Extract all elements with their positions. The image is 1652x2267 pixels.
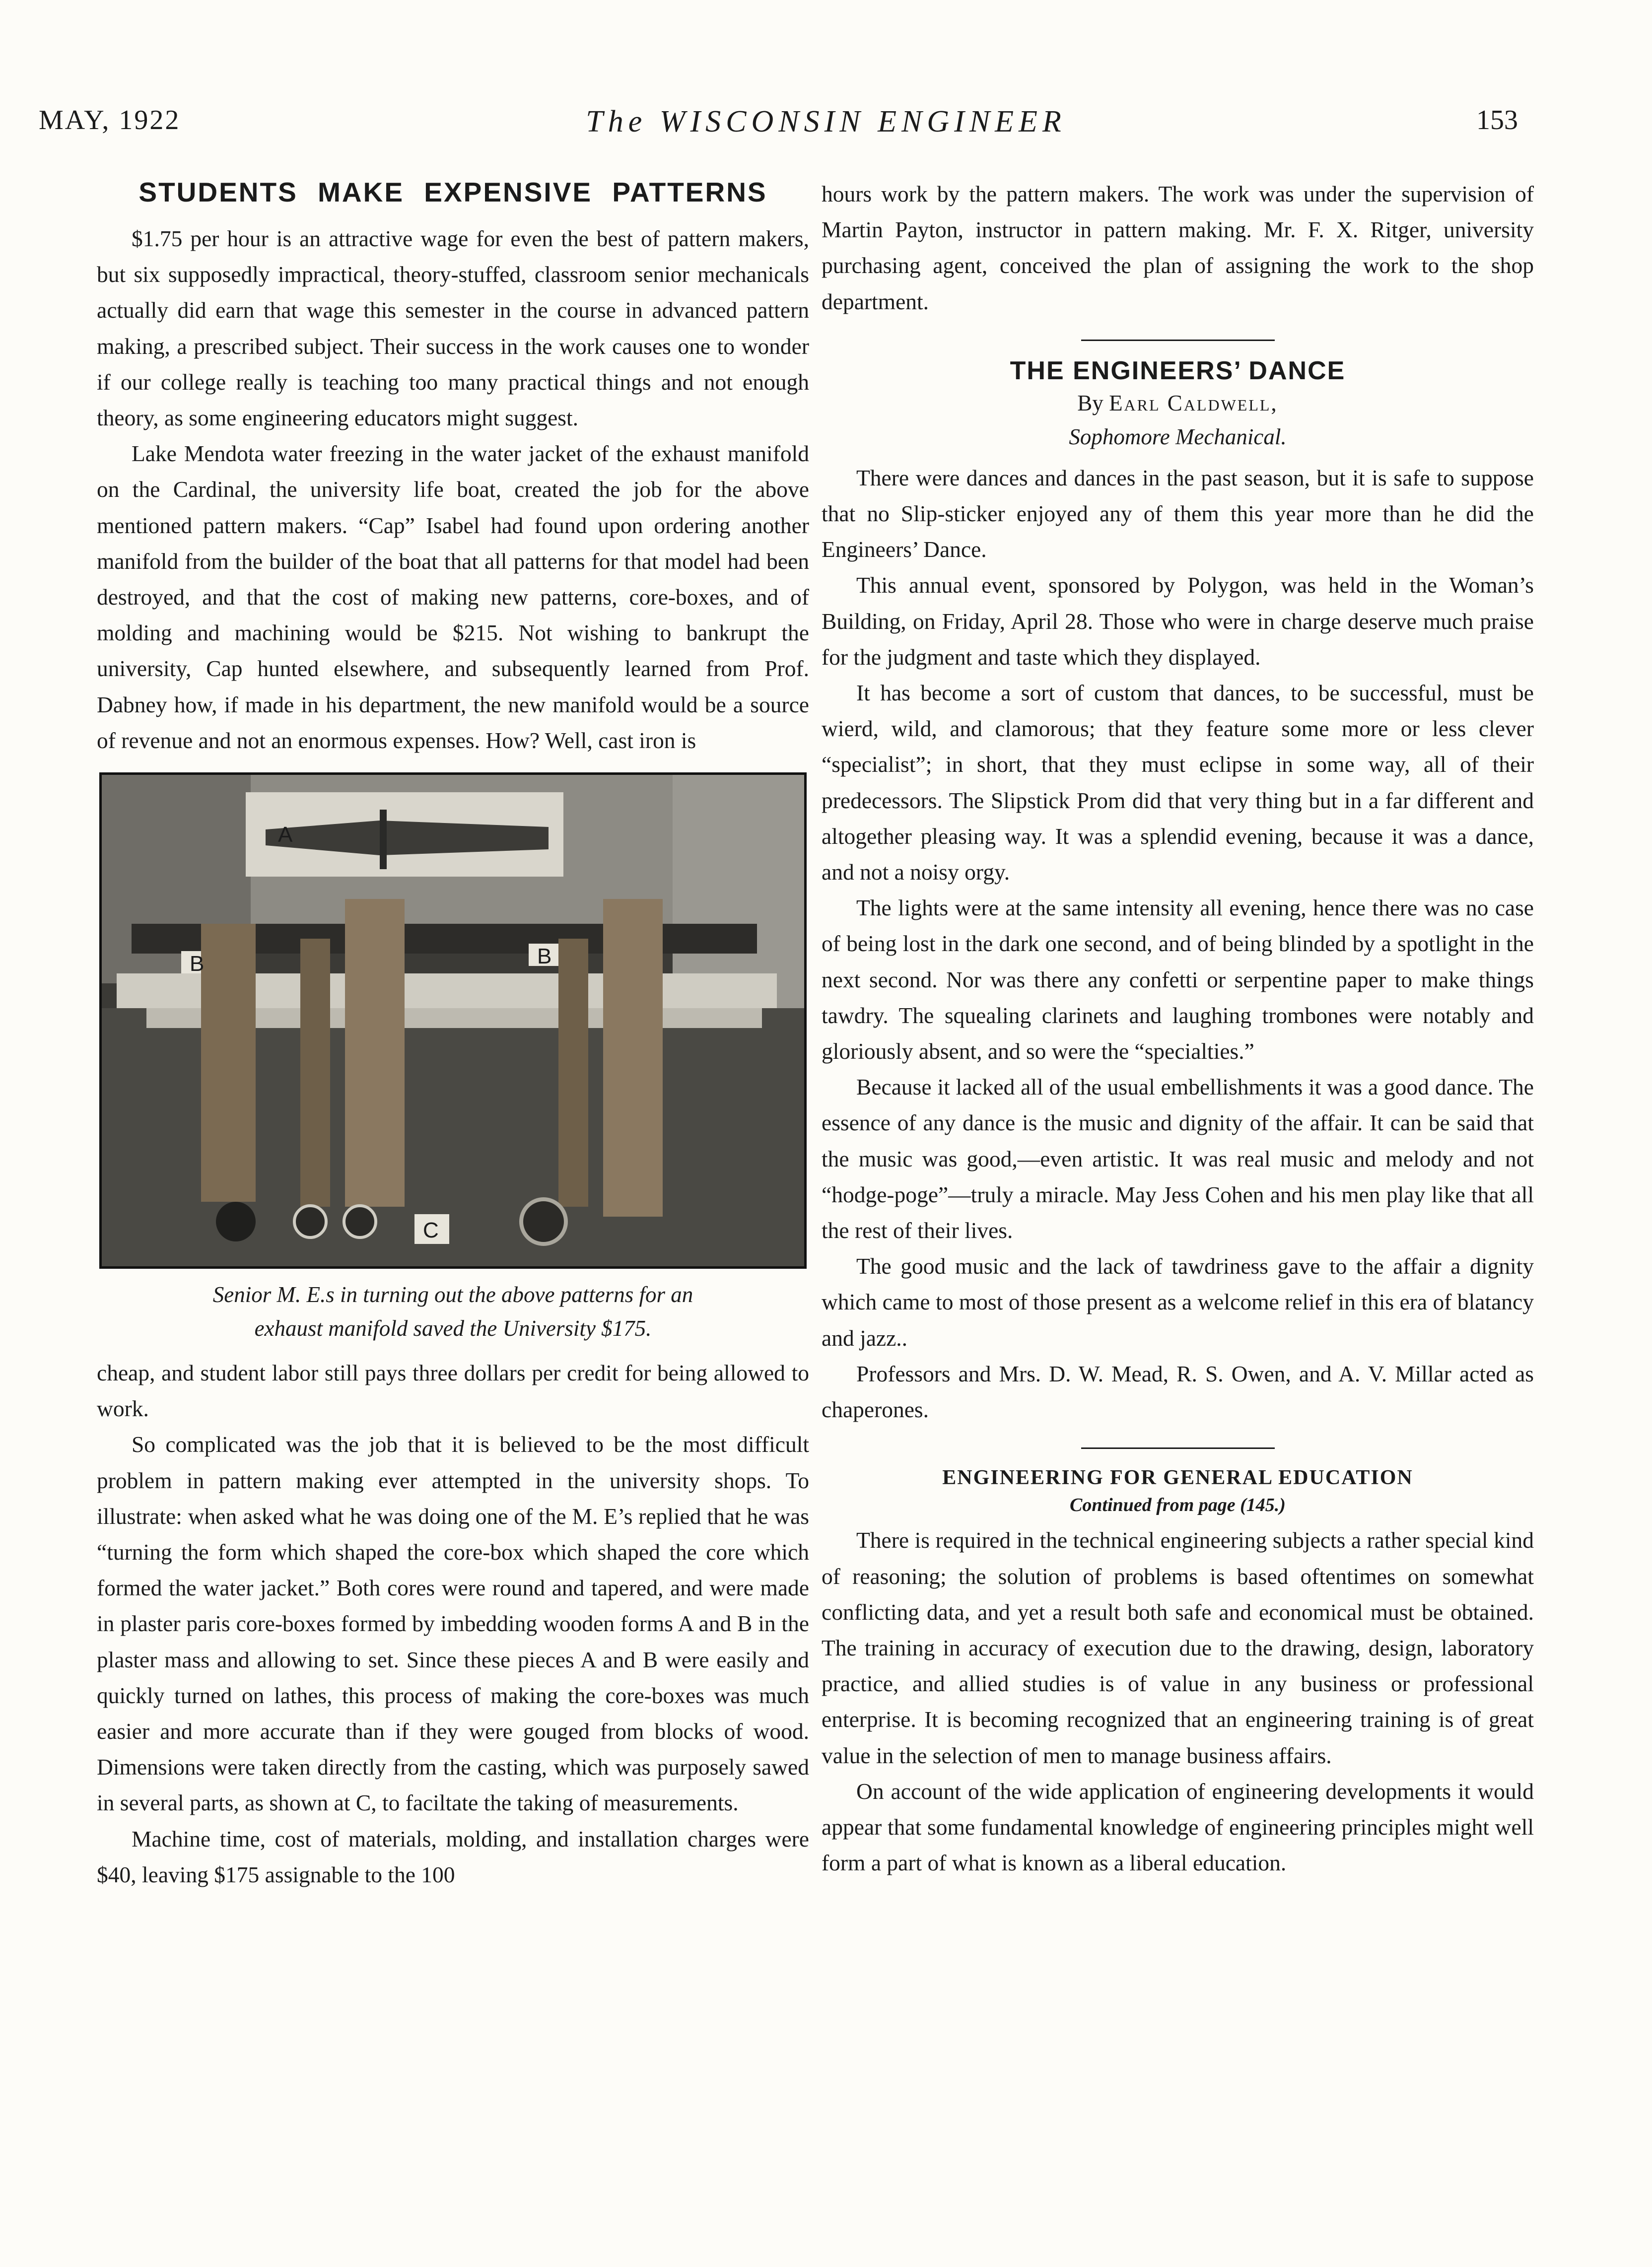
photo-label-b2: B [537, 944, 552, 969]
paragraph: $1.75 per hour is an attractive wage for even the best of pattern makers, but six supposedly impractical, theory-stuffed, classroom senior mechanicals actually did earn that wage this semester in the course in advanced pattern making, a prescribed subject. Their success in the work causes one to wonder if our college really is teaching too many practical things and not enough theory, as some engineering educators might suggest. [97, 226, 809, 431]
paragraph: Professors and Mrs. D. W. Mead, R. S. Owen, and A. V. Millar acted as chaperones. [822, 1361, 1534, 1423]
byline-prefix: By [1077, 390, 1103, 415]
photo-illustration [102, 775, 804, 1266]
paragraph: The lights were at the same intensity all evening, hence there was no case of being lost in the dark one second, and of being blinded by a spotlight in the next second. Nor was there any confetti or serpentine paper to make things tawdry. The squealing clarinets and laughing trombones were notably and gloriously absent, and so were the “specialties.” [822, 895, 1534, 1064]
author-name: Earl Caldwell, [1109, 390, 1278, 415]
byline [822, 386, 1534, 420]
paragraph: cheap, and student labor still pays three dollars per credit for being allowed to work. [97, 1360, 809, 1422]
section-divider [1081, 340, 1275, 341]
paragraph: There were dances and dances in the past season, but it is safe to suppose that no Slip-sticker enjoyed any of them this year more than he did the Engineers’ Dance. [822, 465, 1534, 562]
paragraph: It has become a sort of custom that dances, to be successful, must be wierd, wild, and clamorous; that they feature some more or less clever “specialist”; in short, that they must eclipse in some way, all of their predecessors. The Slipstick Prom did that very thing but in a far different and altogether pleasing way. It was a splendid evening, because it was a dance, and not a noisy orgy. [822, 680, 1534, 885]
paragraph: So complicated was the job that it is believed to be the most difficult problem in pattern making ever attempted in the university shops. To illustrate: when asked what he was doing one of the M. E’s replied that he was “turning the form which shaped the core-box which shaped the core which formed the water jacket.” Both cores were round and tapered, and were made in plaster paris core-boxes formed by imbedding wooden forms A and B in the plaster mass and allowing to set. Since these pieces A and B were easily and quickly turned on lathes, this process of making the core-boxes was much easier and more accurate than if they were gouged from blocks of wood. Dimensions were taken directly from the casting, which was purposely sawed in several parts, as shown at C, to faciltate the taking of measurements. [97, 1432, 809, 1816]
photo-label-a: A [278, 823, 293, 847]
article-title-dance: THE ENGINEERS’ DANCE [1010, 356, 1346, 385]
paragraph: The good music and the lack of tawdriness gave to the affair a dignity which came to most of those present as a welcome relief in this era of blatancy and jazz.. [822, 1253, 1534, 1351]
paragraph: There is required in the technical engineering subjects a rather special kind of reasoning; the solution of problems is based oftentimes on somewhat conflicting data, and yet a result both safe and economical must be obtained. The training in accuracy of execution due to the drawing, design, laboratory practice, and allied studies is of value in any business or professional enterprise. It is becoming recognized that an engineering training is of great value in the selection of men to manage business affairs. [822, 1527, 1534, 1768]
caption-line: Senior M. E.s in turning out the above patterns for an [212, 1282, 693, 1307]
section-divider [1081, 1447, 1275, 1449]
right-column [822, 176, 1534, 1881]
magazine-title: The WISCONSIN ENGINEER [586, 105, 1066, 138]
page-number: 153 [1476, 105, 1518, 136]
caption-line: exhaust manifold saved the University $175. [254, 1316, 652, 1341]
issue-date: MAY, 1922 [39, 105, 181, 136]
paragraph: Machine time, cost of materials, molding, and installation charges were $40, leaving $175 assignable to the 100 [97, 1826, 809, 1887]
running-head [0, 104, 1652, 149]
article-title-education: ENGINEERING FOR GENERAL EDUCATION [942, 1466, 1413, 1490]
manifold-patterns-photo [99, 772, 807, 1269]
paragraph: Because it lacked all of the usual embellishments it was a good dance. The essence of any dance is the music and dignity of the affair. It can be said that the music was good,—even artistic. It was real music and melody and not “hodge-poge”—truly a miracle. May Jess Cohen and his men play like that all the rest of their lives. [822, 1074, 1534, 1243]
photo-caption [97, 1278, 809, 1345]
paragraph: hours work by the pattern makers. The work was under the supervision of Martin Payton, instructor in pattern making. Mr. F. X. Ritger, university purchasing agent, conceived the plan of assigning the work to the shop department. [822, 181, 1534, 314]
paragraph: On account of the wide application of engineering developments it would appear that some fundamental knowledge of engineering principles might well form a part of what is known as a liberal education. [822, 1778, 1534, 1876]
left-column [97, 176, 809, 1893]
paragraph: Lake Mendota water freezing in the water jacket of the exhaust manifold on the Cardinal, the university life boat, created the job for the above mentioned pattern makers. “Cap” Isabel had found upon ordering another manifold from the builder of the boat that all patterns for that model had been destroyed, and that the cost of making new patterns, core-boxes, and of molding and machining would be $215. Not wishing to bankrupt the university, Cap hunted elsewhere, and subsequently learned from Prof. Dabney how, if made in his department, the new manifold would be a source of revenue and not an enormous expenses. How? Well, cast iron is [97, 441, 809, 753]
author-affiliation: Sophomore Mechanical. [1069, 424, 1287, 449]
article-title-patterns: STUDENTS MAKE EXPENSIVE PATTERNS [138, 177, 767, 207]
continued-note: Continued from page (145.) [1070, 1495, 1286, 1516]
paragraph: This annual event, sponsored by Polygon, was held in the Woman’s Building, on Friday, April 28. Those who were in charge deserve much praise for the judgment and taste which they displayed. [822, 572, 1534, 670]
photo-label-b1: B [190, 952, 205, 976]
photo-label-c: C [423, 1218, 439, 1243]
